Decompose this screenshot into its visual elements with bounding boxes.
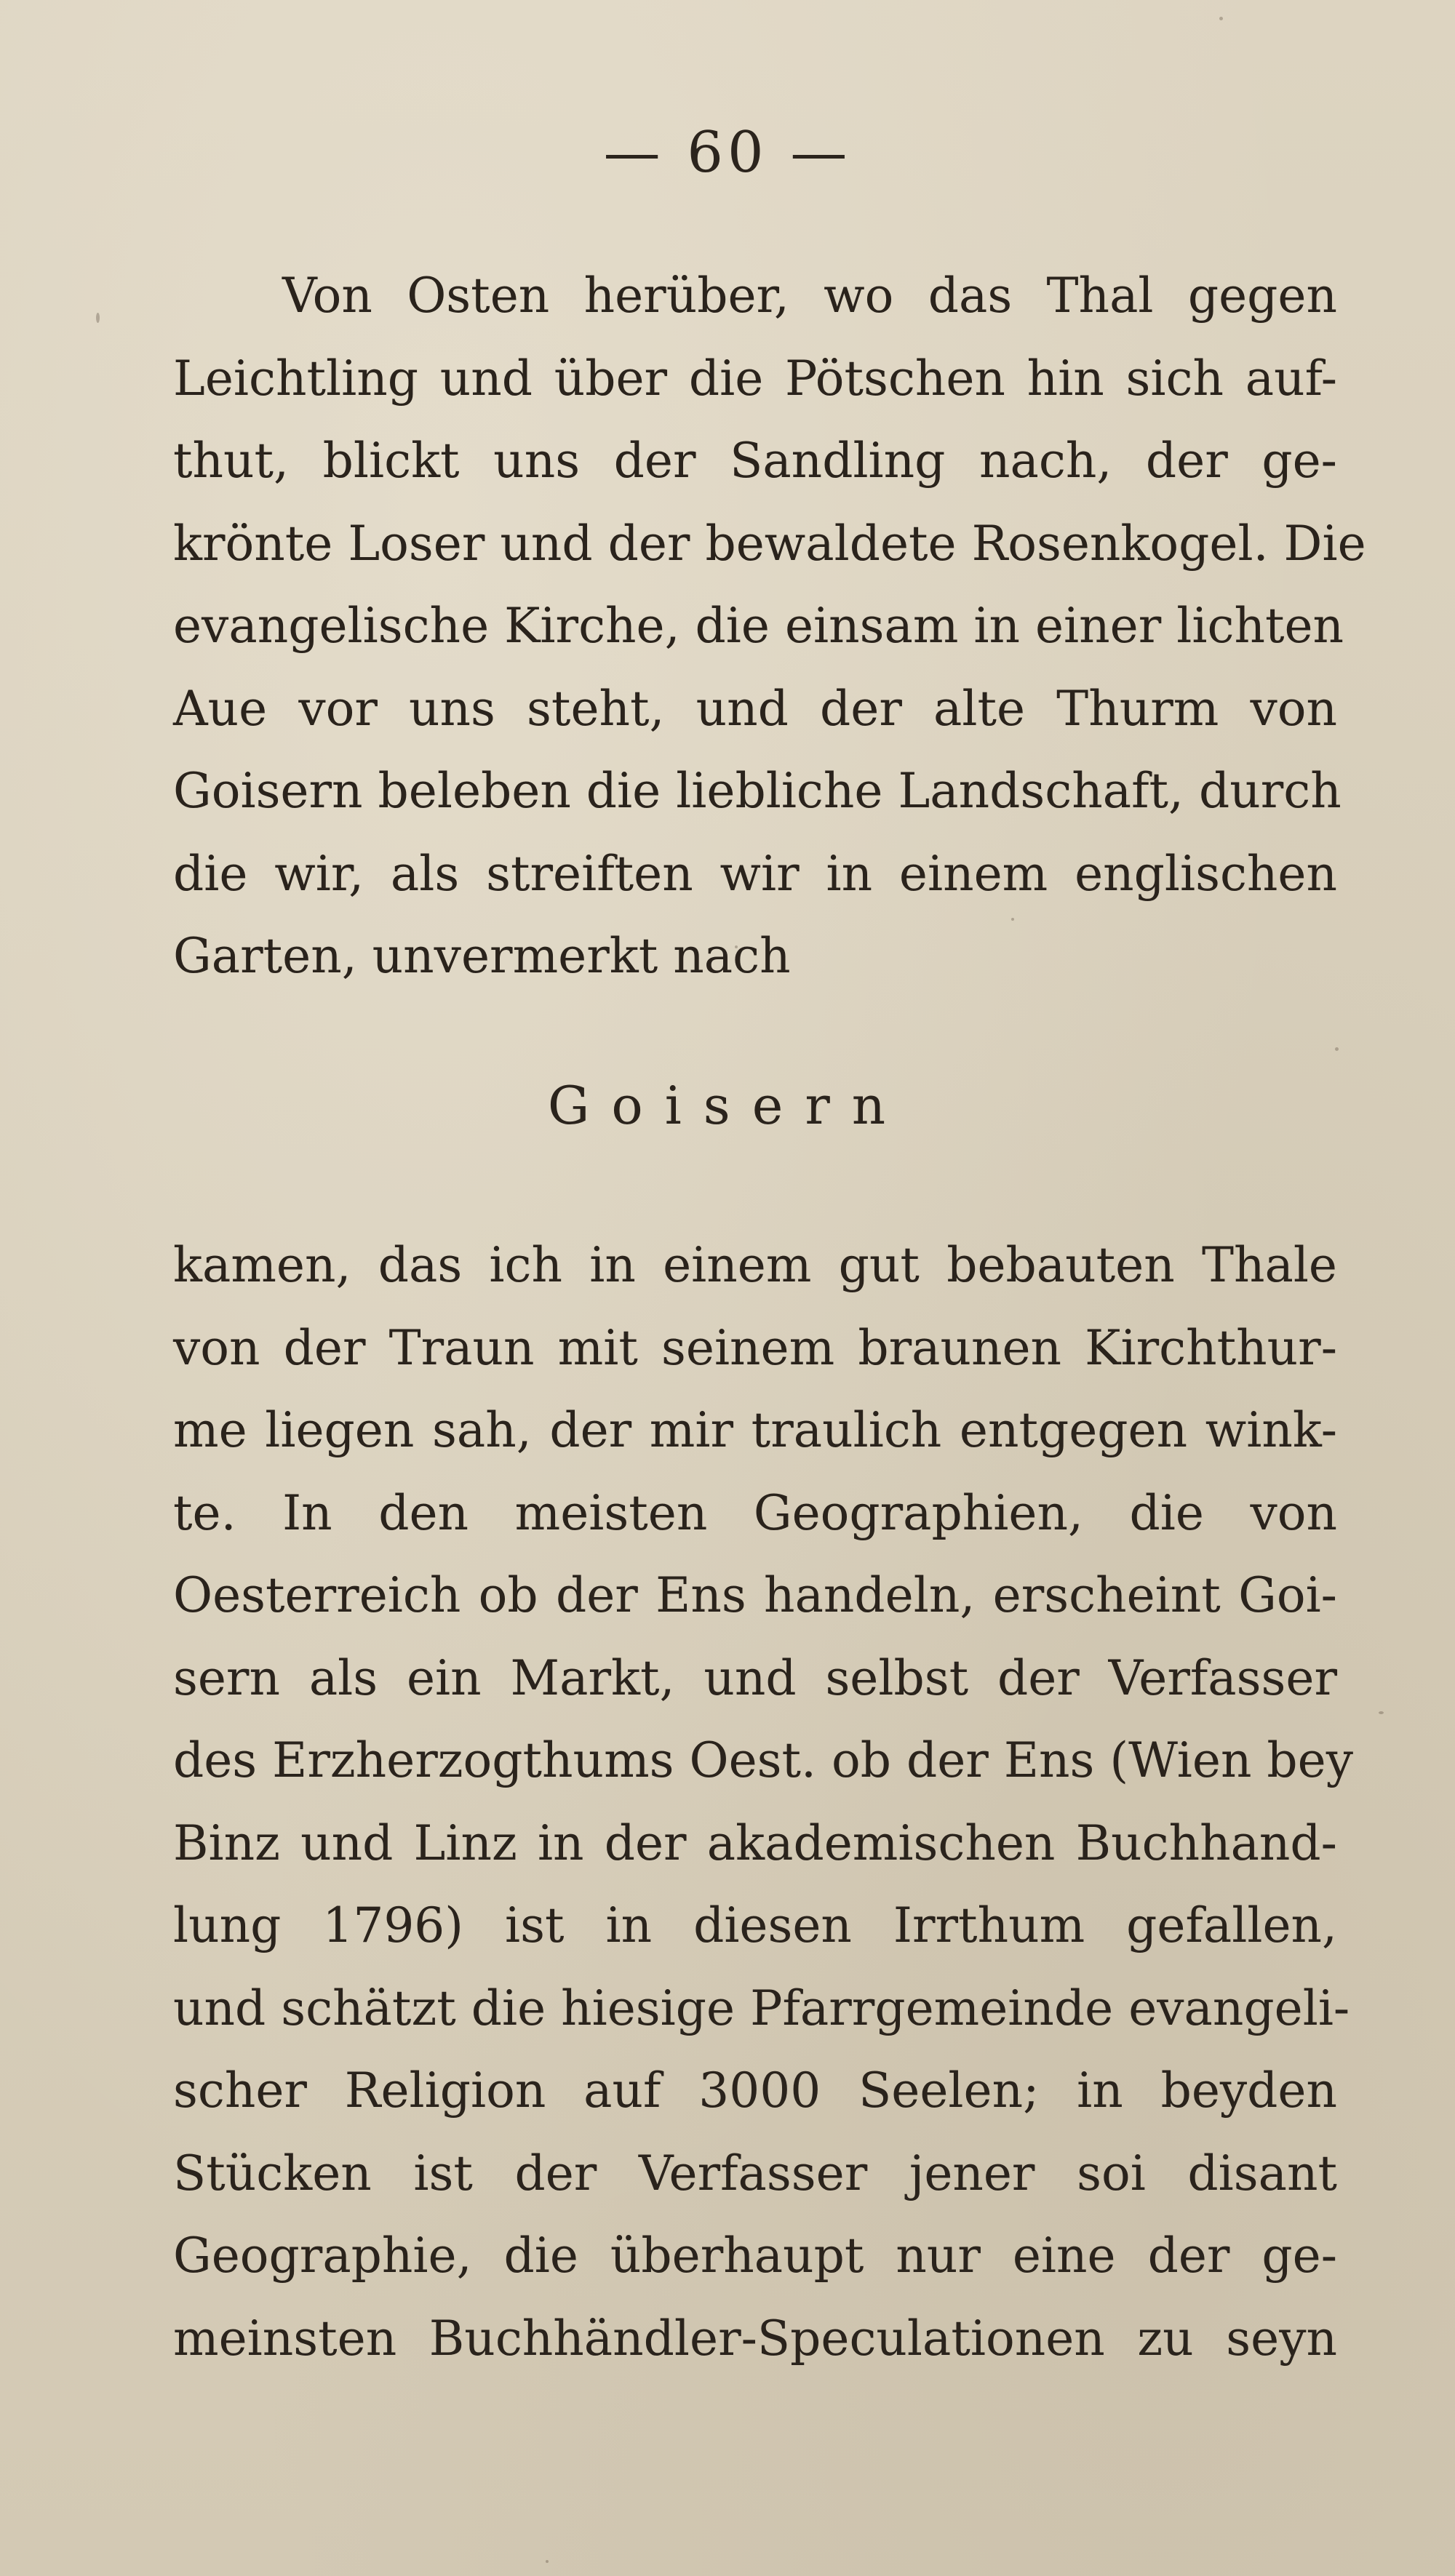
text-line: Goisern beleben die liebliche Landschaft, durch (173, 763, 1342, 819)
text-line: Oesterreich ob der Ens handeln, erscheint Goi- (173, 1567, 1337, 1623)
text-line: thut, blickt uns der Sandling nach, der ge- (173, 433, 1337, 489)
text-line: sern als ein Markt, und selbst der Verfasser (173, 1649, 1337, 1706)
text-line: und schätzt die hiesige Pfarrgemeinde evangeli- (173, 1980, 1350, 2036)
text-line: Geographie, die überhaupt nur eine der ge- (173, 2228, 1337, 2284)
text-line: des Erzherzogthums Oest. ob der Ens (Wien bey (173, 1732, 1354, 1788)
text-line: kamen, das ich in einem gut bebauten Thale (173, 1237, 1337, 1293)
text-line: lung 1796) ist in diesen Irrthum gefallen, (173, 1897, 1337, 1953)
text-line: Binz und Linz in der akademischen Buchhand- (173, 1815, 1337, 1871)
paragraph-1 (173, 255, 1366, 998)
text-line: te. In den meisten Geographien, die von (173, 1484, 1337, 1541)
text-line: me liegen sah, der mir traulich entgegen wink- (173, 1402, 1337, 1458)
text-line: die wir, als streiften wir in einem englischen (173, 845, 1337, 902)
text-line: scher Religion auf 3000 Seelen; in beyden (173, 2063, 1337, 2119)
text-line: Stücken ist der Verfasser jener soi disant (173, 2145, 1337, 2201)
paragraph-2 (173, 1224, 1354, 2380)
text-line: Garten, unvermerkt nach (173, 928, 791, 984)
text-line: meinsten Buchhändler-Speculationen zu seyn (173, 2310, 1337, 2367)
text-line: krönte Loser und der bewaldete Rosenkogel. Die (173, 515, 1366, 572)
text-line: Von Osten herüber, wo das Thal gegen (282, 268, 1337, 324)
text-line: von der Traun mit seinem braunen Kirchthur- (173, 1319, 1337, 1376)
text-line: Leichtling und über die Pötschen hin sich auf- (173, 350, 1337, 407)
text-line: evangelische Kirche, die einsam in einer lichten (173, 598, 1344, 654)
text-line: Aue vor uns steht, und der alte Thurm von (173, 680, 1337, 737)
page-number: — 60 — (603, 120, 852, 185)
section-heading: Goisern (547, 1075, 908, 1136)
